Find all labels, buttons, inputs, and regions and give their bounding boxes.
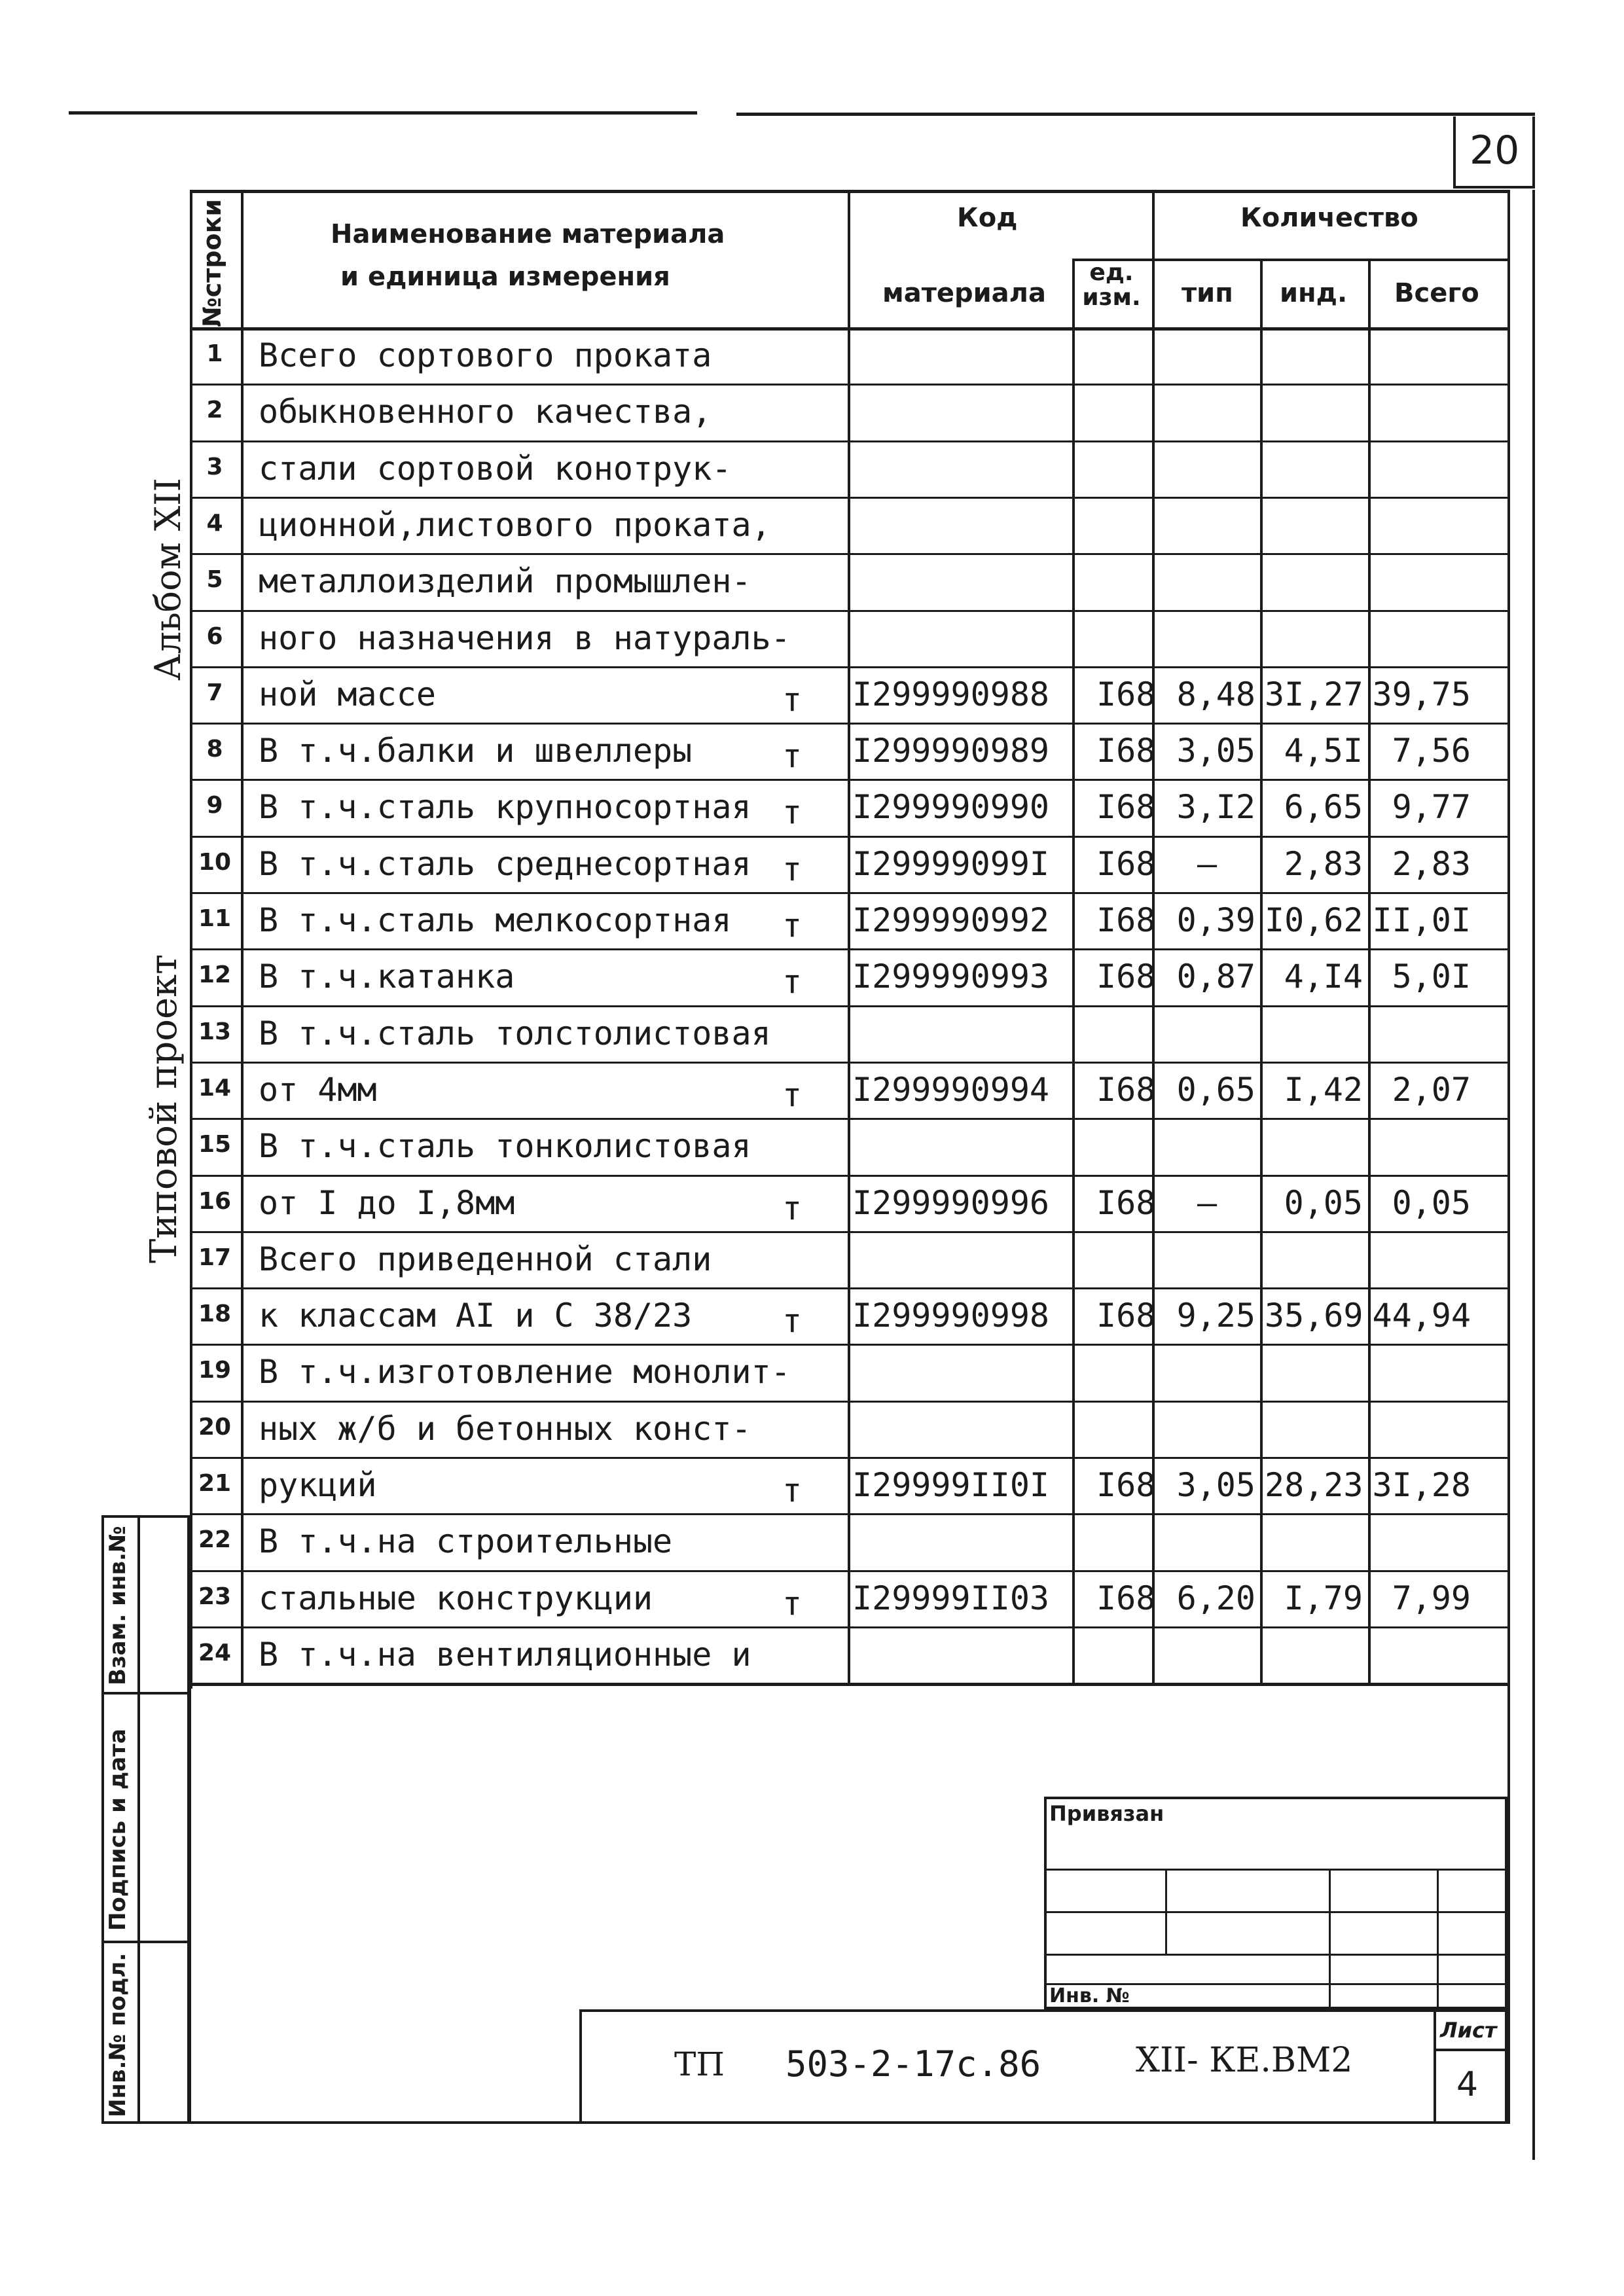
header-ind: инд. — [1280, 278, 1348, 308]
row-divider — [190, 497, 1507, 499]
row-divider — [190, 666, 1507, 668]
row-code: I299990996 — [852, 1183, 1050, 1222]
row-typ: 0,65 — [1176, 1070, 1255, 1109]
row-unit: т — [782, 737, 803, 776]
row-unit: т — [782, 850, 803, 888]
row-name: обыкновенного качества, — [259, 393, 712, 431]
row-name: В т.ч.сталь мелкосортная — [259, 901, 732, 939]
row-name: Всего сортового проката — [259, 336, 712, 374]
row-total: II,0I — [1372, 901, 1471, 939]
row-divider — [190, 836, 1507, 838]
row-code: I299990992 — [852, 901, 1050, 939]
table-bottom — [190, 1683, 1507, 1686]
row-total: 5,0I — [1392, 958, 1471, 996]
row-unit: т — [782, 793, 803, 832]
header-unit: ед. изм. — [1082, 259, 1141, 311]
row-typ: – — [1197, 844, 1218, 883]
row-typ: 3,05 — [1176, 732, 1255, 770]
row-ind: 3I,27 — [1265, 675, 1363, 713]
row-unit: т — [782, 1075, 803, 1114]
row-measure: I68 — [1096, 958, 1156, 996]
row-typ: 0,87 — [1176, 958, 1255, 996]
row-code: I29999099I — [852, 844, 1050, 883]
row-ind: I0,62 — [1265, 901, 1363, 939]
row-divider — [190, 1231, 1507, 1233]
row-name: к классам АI и С 38/23 — [259, 1297, 693, 1335]
row-divider — [190, 1005, 1507, 1007]
row-unit: т — [782, 1471, 803, 1509]
row-number: 9 — [206, 792, 223, 819]
row-divider — [190, 1626, 1507, 1628]
col-name — [848, 190, 850, 1683]
row-number: 23 — [198, 1583, 232, 1610]
designation-code: 503-2-17с.86 — [785, 2043, 1041, 2085]
row-number: 17 — [198, 1244, 232, 1271]
row-unit: т — [782, 1189, 803, 1227]
row-number: 15 — [198, 1131, 232, 1158]
row-divider — [190, 1457, 1507, 1459]
row-typ: 0,39 — [1176, 901, 1255, 939]
row-number: 1 — [206, 340, 223, 367]
row-number: 20 — [198, 1413, 232, 1441]
row-total: 3I,28 — [1372, 1466, 1471, 1504]
row-name: ных ж/б и бетонных конст- — [259, 1409, 751, 1448]
row-divider — [190, 1344, 1507, 1346]
header-total: Всего — [1394, 278, 1479, 308]
col-typ — [1260, 259, 1263, 1683]
row-ind: 6,65 — [1284, 788, 1363, 827]
row-total: 0,05 — [1392, 1183, 1471, 1222]
row-divider — [190, 610, 1507, 612]
col-code — [1072, 259, 1075, 1683]
row-number: 24 — [198, 1639, 232, 1666]
row-code: I299990998 — [852, 1297, 1050, 1335]
col-right — [1507, 190, 1510, 1683]
row-number: 21 — [198, 1470, 232, 1497]
row-measure: I68 — [1096, 788, 1156, 827]
row-unit: т — [782, 1584, 803, 1623]
row-number: 16 — [198, 1187, 232, 1215]
row-ind: 28,23 — [1265, 1466, 1363, 1504]
privyazan-col-3 — [1437, 1869, 1439, 2009]
row-measure: I68 — [1096, 901, 1156, 939]
row-measure: I68 — [1096, 1070, 1156, 1109]
row-total: 2,07 — [1392, 1070, 1471, 1109]
row-total: 7,99 — [1392, 1579, 1471, 1617]
stamp-label-inv-podl: Инв.№ подл. — [105, 1952, 131, 2117]
row-divider — [190, 384, 1507, 386]
top-rule-right — [736, 113, 1535, 116]
row-divider — [190, 892, 1507, 894]
row-measure: I68 — [1096, 1183, 1156, 1222]
row-total: 9,77 — [1392, 788, 1471, 827]
row-number: 7 — [206, 679, 223, 706]
sheet-number: 4 — [1456, 2065, 1479, 2104]
row-name: ного назначения в натураль- — [259, 619, 791, 657]
row-code: I299990994 — [852, 1070, 1050, 1109]
row-number: 2 — [206, 397, 223, 424]
row-name: В т.ч.катанка — [259, 958, 515, 996]
row-typ: 9,25 — [1176, 1297, 1255, 1335]
row-ind: 4,5I — [1284, 732, 1363, 770]
frame-left-lower — [189, 1687, 191, 2124]
row-name: Всего приведенной стали — [259, 1240, 712, 1278]
row-number: 12 — [198, 961, 232, 989]
row-unit: т — [782, 1302, 803, 1340]
row-typ: – — [1197, 1183, 1218, 1222]
row-number: 19 — [198, 1357, 232, 1384]
row-measure: I68 — [1096, 844, 1156, 883]
row-name: стали сортовой конотрук- — [259, 449, 732, 488]
row-divider — [190, 1570, 1507, 1572]
row-number: 14 — [198, 1074, 232, 1102]
header-typ: тип — [1182, 278, 1233, 308]
row-unit: т — [782, 963, 803, 1001]
privyazan-col-1 — [1165, 1869, 1167, 1954]
inv-no-label: Инв. № — [1049, 1984, 1130, 2007]
row-code: I299990989 — [852, 732, 1050, 770]
row-number: 18 — [198, 1300, 232, 1328]
designation-doc: XII- КЕ.ВМ2 — [1136, 2041, 1353, 2080]
row-total: 44,94 — [1372, 1297, 1471, 1335]
row-code: I299990990 — [852, 788, 1050, 827]
sheet-label: Лист — [1440, 2018, 1497, 2043]
row-name: ной массе — [259, 675, 436, 713]
row-number: 11 — [198, 905, 232, 932]
row-name: В т.ч.на строительные — [259, 1522, 673, 1561]
row-number: 8 — [206, 736, 223, 763]
row-total: 39,75 — [1372, 675, 1471, 713]
row-total: 7,56 — [1392, 732, 1471, 770]
row-code: I299990988 — [852, 675, 1050, 713]
sheet-box-divider — [1434, 2049, 1507, 2051]
row-number: 5 — [206, 566, 223, 594]
row-ind: I,79 — [1284, 1579, 1363, 1617]
row-name: от I до I,8мм — [259, 1183, 515, 1222]
row-divider — [190, 1118, 1507, 1120]
row-divider — [190, 553, 1507, 555]
row-measure: I68 — [1096, 1466, 1156, 1504]
row-divider — [190, 948, 1507, 950]
row-divider — [190, 1175, 1507, 1177]
privyazan-label: Привязан — [1049, 1801, 1164, 1826]
row-divider — [190, 779, 1507, 781]
right-margin-line — [1532, 190, 1535, 2160]
row-ind: 2,83 — [1284, 844, 1363, 883]
row-name: В т.ч.сталь тонколистовая — [259, 1127, 751, 1166]
row-ind: 0,05 — [1284, 1183, 1363, 1222]
row-name: В т.ч.балки и швеллеры — [259, 732, 693, 770]
row-code: I299990993 — [852, 958, 1050, 996]
page-number: 20 — [1470, 128, 1520, 173]
row-measure: I68 — [1096, 1579, 1156, 1617]
row-name: В т.ч.сталь среднесортная — [259, 844, 751, 883]
row-divider — [190, 723, 1507, 725]
header-material: материала — [882, 278, 1046, 308]
row-number: 4 — [206, 509, 223, 537]
header-code: Код — [957, 203, 1018, 233]
header-row-no: №строки — [198, 199, 226, 327]
row-name: от 4мм — [259, 1070, 377, 1109]
row-ind: 4,I4 — [1284, 958, 1363, 996]
row-name: В т.ч.сталь крупносортная — [259, 788, 751, 827]
stamp-label-podpis: Подпись и дата — [105, 1729, 131, 1931]
row-total: 2,83 — [1392, 844, 1471, 883]
row-divider — [190, 440, 1507, 442]
side-label-project: Типовой проект — [143, 954, 185, 1263]
row-typ: 3,I2 — [1176, 788, 1255, 827]
top-rule-left — [69, 111, 697, 115]
row-unit: т — [782, 680, 803, 719]
sheet-box-left — [1434, 2009, 1436, 2124]
row-ind: I,42 — [1284, 1070, 1363, 1109]
row-name: металлоизделий промышлен- — [259, 562, 751, 601]
row-number: 22 — [198, 1526, 232, 1554]
row-measure: I68 — [1096, 732, 1156, 770]
privyazan-col-2 — [1329, 1869, 1331, 2009]
row-divider — [190, 1513, 1507, 1515]
row-measure: I68 — [1096, 675, 1156, 713]
row-name: В т.ч.изготовление монолит- — [259, 1353, 791, 1391]
row-name: В т.ч.сталь толстолистовая — [259, 1014, 771, 1052]
designation-tp: ТП — [674, 2045, 725, 2083]
row-name: рукций — [259, 1466, 377, 1504]
row-typ: 8,48 — [1176, 675, 1255, 713]
row-number: 3 — [206, 453, 223, 480]
row-number: 13 — [198, 1018, 232, 1045]
col-rownum — [241, 190, 244, 1683]
row-typ: 3,05 — [1176, 1466, 1255, 1504]
row-unit: т — [782, 906, 803, 944]
header-quantity: Количество — [1240, 203, 1418, 233]
row-divider — [190, 1401, 1507, 1403]
stamp-label-vzam: Взам. инв.№ — [105, 1526, 131, 1685]
side-label-album: Альбом XII — [147, 478, 189, 681]
header-name: Наименование материала — [331, 219, 725, 249]
row-name: ционной,листового проката, — [259, 505, 771, 544]
row-number: 10 — [198, 848, 232, 876]
stamp-divider-1 — [101, 1692, 190, 1695]
row-code: I29999II0I — [852, 1466, 1050, 1504]
row-name: стальные конструкции — [259, 1579, 653, 1617]
row-typ: 6,20 — [1176, 1579, 1255, 1617]
stamp-inner-line — [137, 1515, 140, 2124]
row-code: I29999II03 — [852, 1579, 1050, 1617]
row-name: В т.ч.на вентиляционные и — [259, 1635, 751, 1674]
stamp-divider-2 — [101, 1941, 190, 1943]
row-number: 6 — [206, 622, 223, 650]
header-unit-line: и единица измерения — [340, 262, 670, 292]
row-ind: 35,69 — [1265, 1297, 1363, 1335]
col-ind — [1368, 259, 1371, 1683]
row-divider — [190, 1287, 1507, 1289]
row-divider — [190, 1062, 1507, 1064]
row-measure: I68 — [1096, 1297, 1156, 1335]
